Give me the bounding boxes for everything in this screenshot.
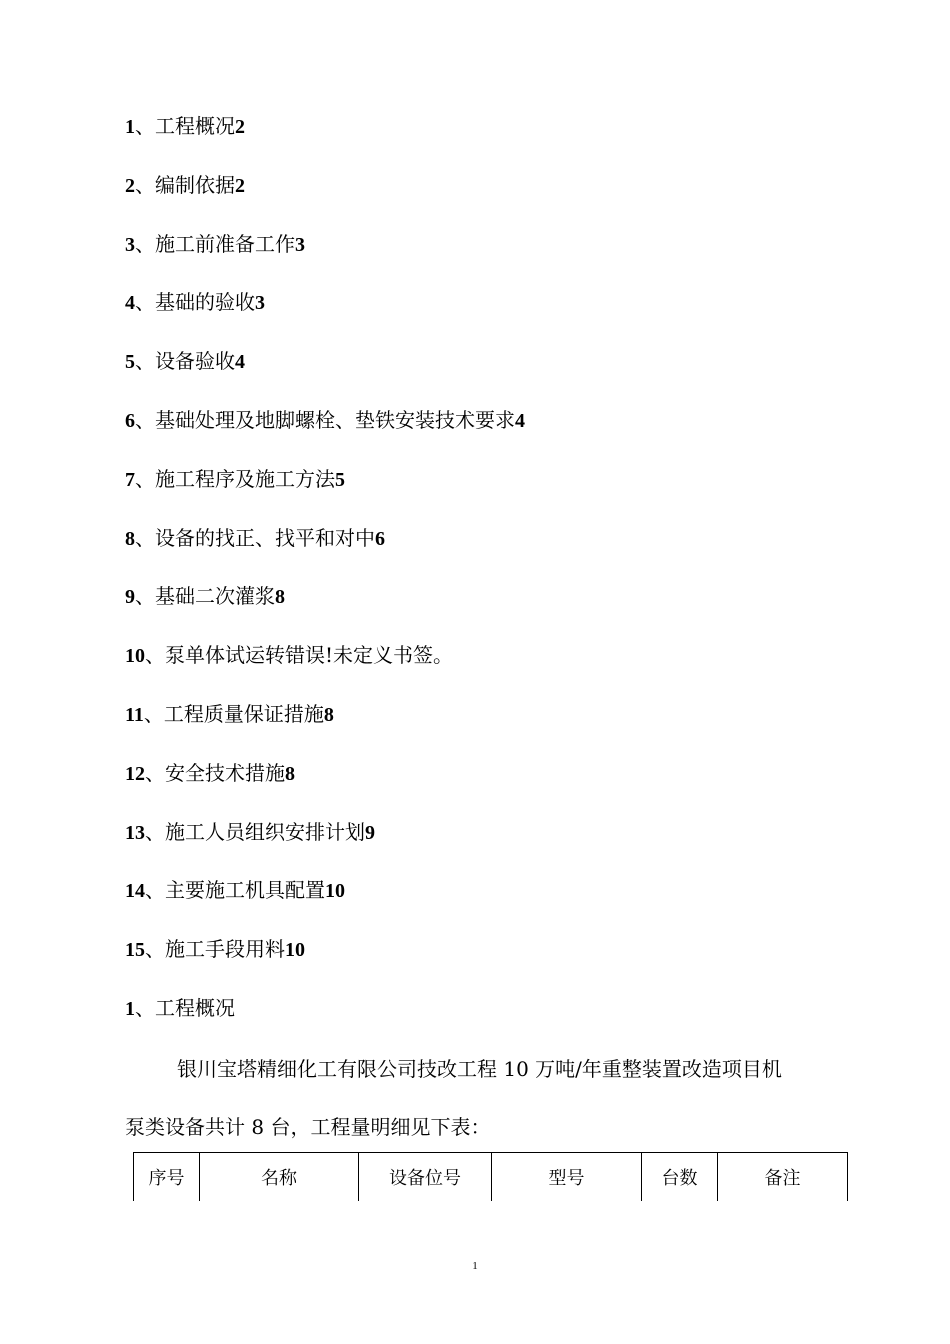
toc-entry[interactable] — [125, 578, 525, 637]
toc-entry[interactable] — [125, 931, 525, 990]
toc-entry-number: 13 — [125, 821, 145, 844]
toc-entry-title: 主要施工机具配置 — [165, 878, 325, 903]
toc-entry-separator: 、 — [145, 878, 165, 903]
toc-entry[interactable] — [125, 402, 525, 461]
table-of-contents — [125, 108, 525, 990]
toc-entry[interactable] — [125, 814, 525, 873]
toc-entry-title: 工程概况 — [155, 114, 235, 138]
toc-entry-title: 设备的找正、找平和对中 — [155, 525, 375, 550]
toc-entry[interactable] — [125, 755, 525, 814]
toc-entry-number: 3 — [125, 233, 135, 256]
toc-entry-number: 8 — [125, 527, 135, 550]
toc-entry-page: 10 — [285, 939, 305, 962]
toc-entry-title: 施工程序及施工方法 — [155, 466, 335, 491]
toc-entry-separator: 、 — [135, 466, 155, 491]
toc-entry-number: 10 — [125, 645, 145, 668]
equipment-table — [133, 1152, 848, 1201]
section-title: 工程概况 — [155, 996, 235, 1020]
column-header-qty: 台数 — [642, 1153, 718, 1202]
toc-entry-page: 4 — [515, 409, 525, 432]
toc-entry-title: 安全技术措施 — [165, 760, 285, 785]
toc-entry-number: 9 — [125, 586, 135, 609]
toc-entry-number: 1 — [125, 116, 135, 138]
toc-entry[interactable] — [125, 226, 525, 285]
toc-entry-page: 8 — [323, 703, 334, 726]
toc-entry-number: 4 — [125, 292, 135, 315]
toc-entry-title: 基础的验收 — [155, 290, 255, 315]
toc-entry-number: 14 — [125, 880, 145, 903]
toc-entry[interactable] — [125, 284, 525, 343]
toc-entry-title: 工程质量保证措施 — [163, 701, 324, 726]
toc-entry-page: 10 — [325, 880, 345, 903]
toc-entry-page: 3 — [295, 233, 305, 256]
toc-entry-separator: 、 — [135, 231, 155, 256]
paragraph-line: 泵类设备共计 8 台，工程量明细见下表： — [125, 1115, 491, 1139]
paragraph-line: 银川宝塔精细化工有限公司技改工程 10 万吨/年重整装置改造项目机 — [177, 1057, 782, 1081]
toc-entry-page: 2 — [235, 116, 245, 138]
toc-entry-title: 施工人员组织安排计划 — [165, 819, 365, 844]
toc-entry-number: 2 — [125, 174, 135, 197]
toc-entry-separator: 、 — [145, 819, 165, 844]
toc-entry-page: 9 — [365, 821, 375, 844]
toc-entry-title: 基础处理及地脚螺栓、垫铁安装技术要求 — [155, 407, 515, 432]
toc-entry-number: 15 — [125, 939, 145, 962]
section-separator: 、 — [135, 996, 155, 1020]
toc-entry-separator: 、 — [143, 701, 164, 726]
table-header-row — [134, 1153, 848, 1202]
toc-entry-separator: 、 — [135, 407, 155, 432]
toc-entry-separator: 、 — [145, 760, 165, 785]
toc-entry-title: 基础二次灌浆 — [155, 584, 275, 609]
toc-entry-title: 设备验收 — [155, 349, 235, 374]
toc-entry-separator: 、 — [135, 584, 155, 609]
toc-entry-page: 2 — [235, 174, 245, 197]
toc-entry-title: 施工前准备工作 — [155, 231, 295, 256]
toc-entry[interactable] — [125, 461, 525, 520]
column-header-remarks: 备注 — [718, 1153, 848, 1202]
column-header-tag: 设备位号 — [359, 1153, 492, 1202]
toc-entry[interactable] — [125, 167, 525, 226]
toc-entry[interactable] — [125, 520, 525, 579]
toc-entry-page: 6 — [375, 527, 385, 550]
toc-entry-title: 施工手段用料 — [165, 937, 285, 962]
toc-entry-title: 编制依据 — [155, 172, 235, 197]
toc-entry-number: 5 — [125, 351, 135, 374]
toc-entry-number: 6 — [125, 409, 135, 432]
toc-entry-number: 12 — [125, 762, 145, 785]
page-number: 1 — [472, 1260, 478, 1272]
toc-entry[interactable] — [125, 108, 525, 167]
column-header-name: 名称 — [200, 1153, 359, 1202]
toc-entry-separator: 、 — [145, 643, 165, 668]
toc-entry[interactable] — [125, 343, 525, 402]
toc-entry-separator: 、 — [135, 349, 155, 374]
toc-entry-number: 7 — [125, 468, 135, 491]
body-paragraph — [125, 1040, 845, 1156]
toc-entry-page: 8 — [275, 586, 285, 609]
section-heading — [125, 990, 235, 1027]
toc-entry-separator: 、 — [135, 114, 155, 138]
toc-entry-separator: 、 — [135, 290, 155, 315]
toc-entry-title: 泵单体试运转错误!未定义书签。 — [165, 643, 454, 668]
toc-entry-separator: 、 — [135, 525, 155, 550]
toc-entry[interactable] — [125, 872, 525, 931]
toc-entry[interactable] — [125, 696, 525, 755]
toc-entry-page: 3 — [255, 292, 265, 315]
toc-entry-page: 5 — [335, 468, 345, 491]
toc-entry-separator: 、 — [145, 937, 165, 962]
toc-entry-number: 11 — [125, 703, 144, 726]
toc-entry[interactable] — [125, 637, 525, 696]
column-header-seq: 序号 — [134, 1153, 200, 1202]
toc-entry-separator: 、 — [135, 172, 155, 197]
toc-entry-page: 8 — [285, 762, 295, 785]
toc-entry-page: 4 — [235, 351, 245, 374]
section-number: 1 — [125, 998, 135, 1020]
column-header-model: 型号 — [492, 1153, 642, 1202]
